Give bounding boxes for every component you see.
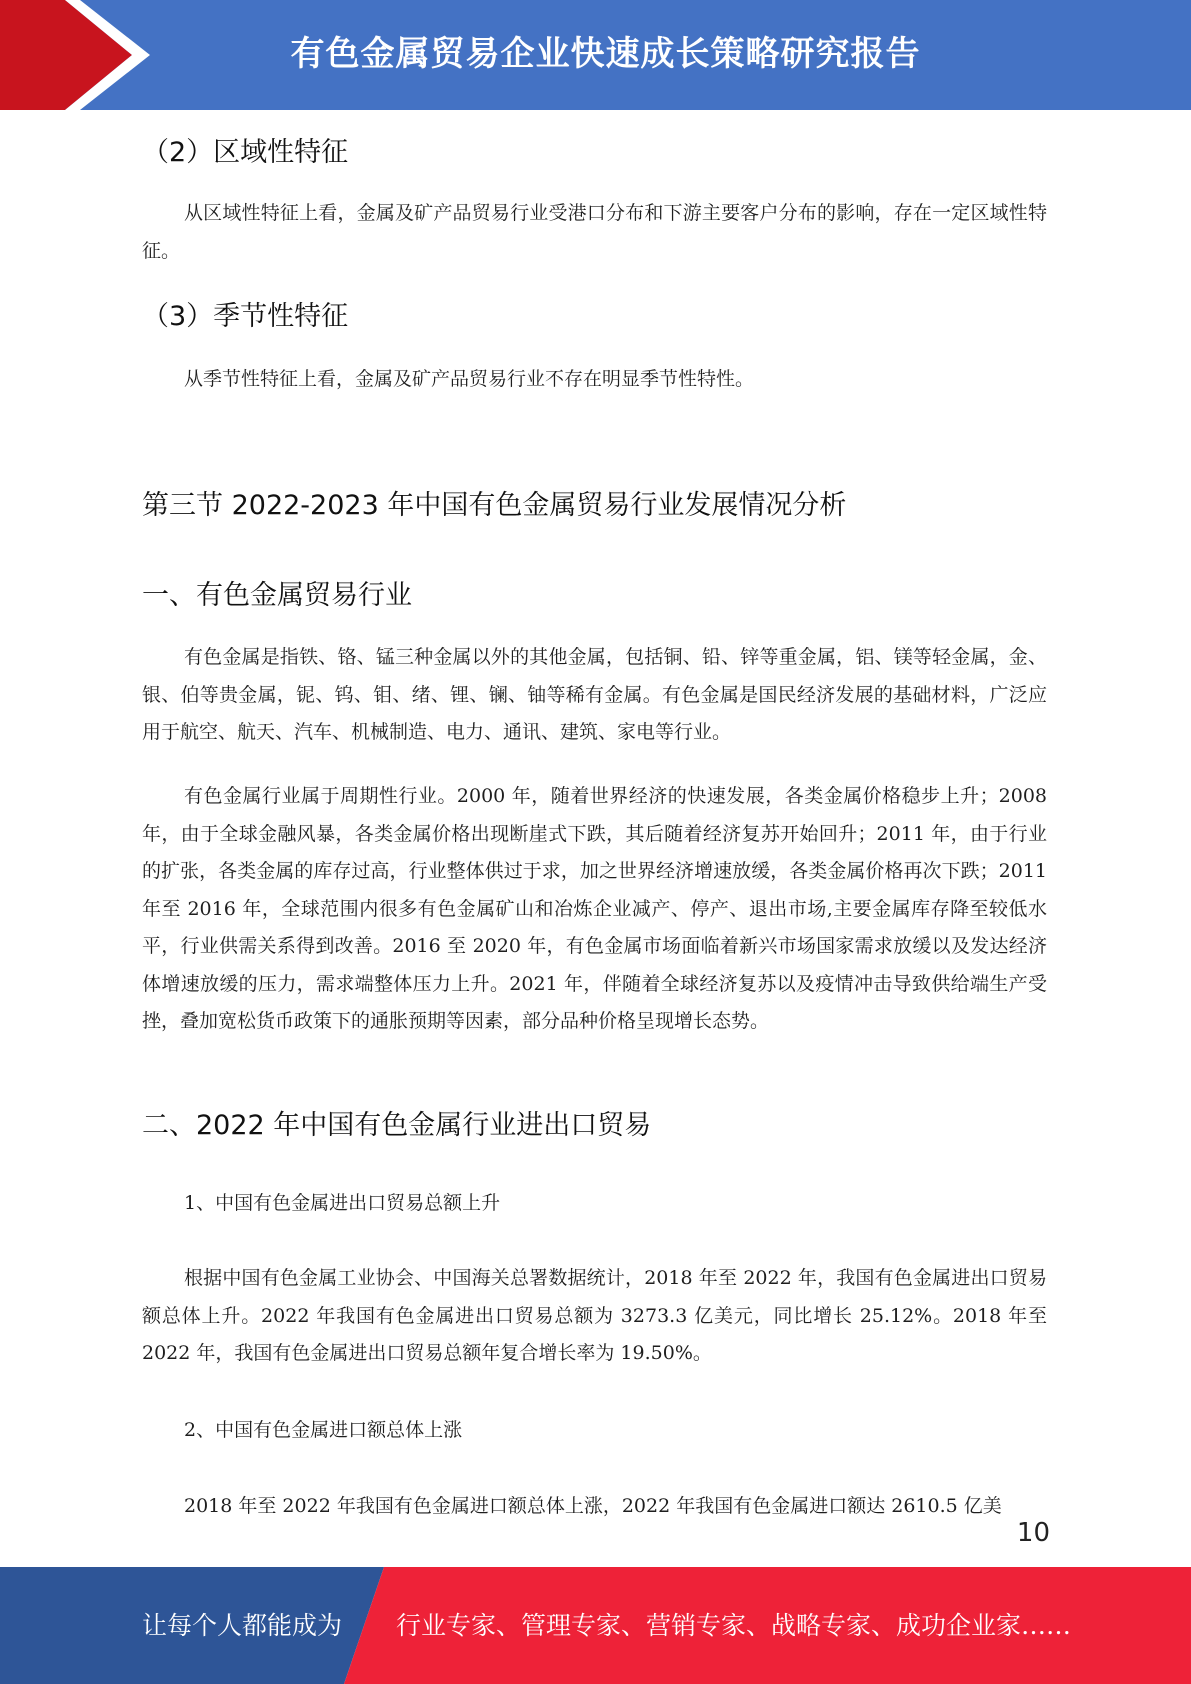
report-footer	[0, 1567, 1191, 1684]
footer-slogan-right: 行业专家、管理专家、营销专家、战略专家、成功企业家……	[396, 1611, 1072, 1640]
report-title: 有色金属贸易企业快速成长策略研究报告	[290, 34, 921, 74]
subheading-imports: 2、中国有色金属进口额总体上涨	[184, 1419, 463, 1441]
section-title: 第三节 2022-2023 年中国有色金属贸易行业发展情况分析	[142, 490, 847, 521]
paragraph-nonferrous-definition: 有色金属是指铁、铬、锰三种金属以外的其他金属，包括铜、铅、锌等重金属，铝、镁等轻金属，金、银、伯等贵金属，铌、钨、钼、绪、锂、镧、铀等稀有金属。有色金属是国民经济发展的基础材料，广泛应用于航空、航天、汽车、机械制造、电力、通讯、建筑、家电等行业。	[142, 646, 1047, 743]
subheading-trade-total: 1、中国有色金属进出口贸易总额上升	[184, 1192, 501, 1214]
heading-regional-features: （2）区域性特征	[142, 137, 349, 168]
paragraph-regional-features: 从区域性特征上看，金属及矿产品贸易行业受港口分布和下游主要客户分布的影响，存在一定区域性特征。	[142, 202, 1047, 262]
page-number: 10	[1016, 1518, 1050, 1548]
heading-part-two: 二、2022 年中国有色金属行业进出口贸易	[142, 1110, 652, 1141]
paragraph-trade-total: 根据中国有色金属工业协会、中国海关总署数据统计，2018 年至 2022 年，我国有色金属进出口贸易额总体上升。2022 年我国有色金属进出口贸易总额为 3273.3 亿美元，同比增长 25.12%。2018 年至 2022 年，我国有色金属进出口贸易总额年复合增长率为 19.50%。	[142, 1267, 1047, 1364]
paragraph-imports: 2018 年至 2022 年我国有色金属进口额总体上涨，2022 年我国有色金属进口额达 2610.5 亿美	[184, 1495, 1002, 1517]
paragraph-cyclical-industry: 有色金属行业属于周期性行业。2000 年，随着世界经济的快速发展，各类金属价格稳步上升；2008 年，由于全球金融风暴，各类金属价格出现断崖式下跌，其后随着经济复苏开始回升；2011 年，由于行业的扩张，各类金属的库存过高，行业整体供过于求，加之世界经济增速放缓，各类金属价格再次下跌；2011 年至 2016 年，全球范围内很多有色金属矿山和冶炼企业减产、停产、退出市场,主要金属库存降至较低水平，行业供需关系得到改善。2016 至 2020 年，有色金属市场面临着新兴市场国家需求放缓以及发达经济体增速放缓的压力，需求端整体压力上升。2021 年，伴随着全球经济复苏以及疫情冲击导致供给端生产受挫，叠加宽松货币政策下的通胀预期等因素，部分品种价格呈现增长态势。	[142, 785, 1047, 1032]
paragraph-seasonal-features: 从季节性特征上看，金属及矿产品贸易行业不存在明显季节性特性。	[184, 368, 755, 390]
report-header	[0, 0, 1191, 110]
heading-seasonal-features: （3）季节性特征	[142, 301, 349, 332]
footer-slogan-left: 让每个人都能成为	[142, 1611, 343, 1640]
heading-part-one: 一、有色金属贸易行业	[142, 580, 412, 611]
